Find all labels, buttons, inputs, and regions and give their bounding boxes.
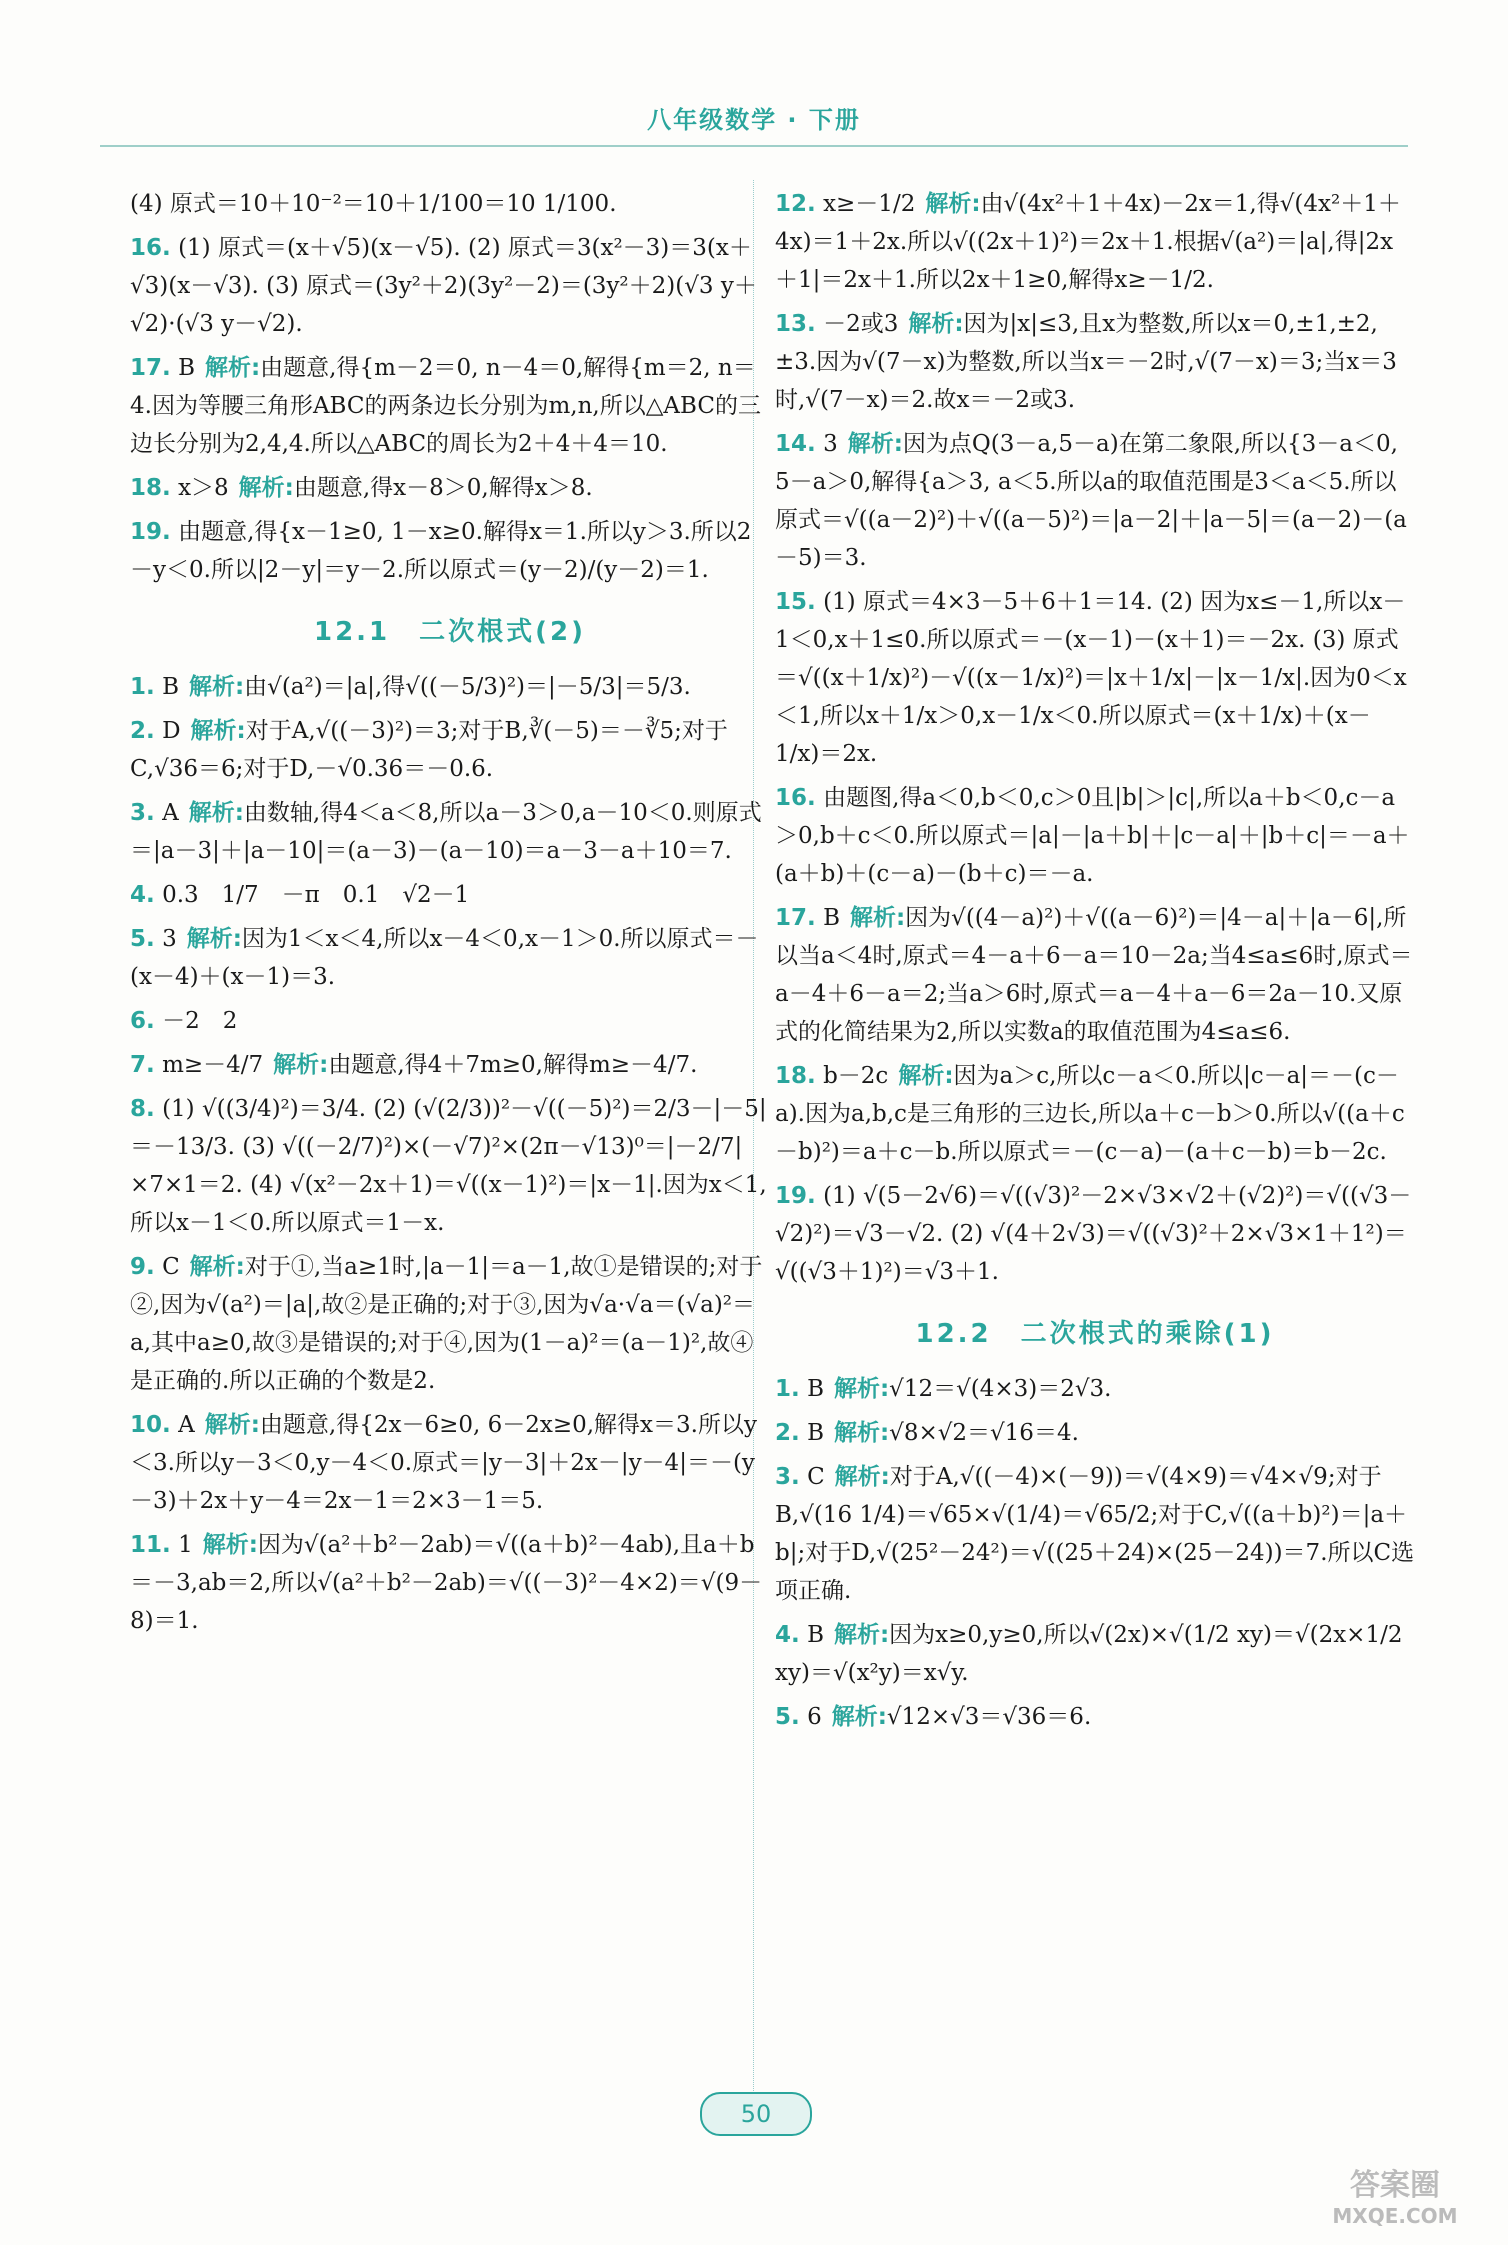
answer-item: 12. x≥－1/2 解析:由√(4x²＋1＋4x)－2x＝1,得√(4x²＋1＋4x)＝1＋2x.所以√((2x＋1)²)＝2x＋1.根据√(a²)＝|a|,得|2x＋1|＝2x＋1.所以2x＋1≥0,解得x≥－1/2. bbox=[775, 191, 1401, 293]
answer-item: 16. 由题图,得a＜0,b＜0,c＞0且|b|＞|c|,所以a＋b＜0,c－a＞0,b＋c＜0.所以原式＝|a|－|a＋b|＋|c－a|＋|b＋c|＝－a＋(a＋b)＋(c－a)－(b＋c)＝－a. bbox=[775, 785, 1410, 887]
answer-item: 13. －2或3 解析:因为|x|≤3,且x为整数,所以x＝0,±1,±2,±3.因为√(7－x)为整数,所以当x＝－2时,√(7－x)＝3;当x＝3时,√(7－x)＝2.故x＝－2或3. bbox=[775, 311, 1397, 413]
answer-item: 5. 3 解析:因为1＜x＜4,所以x－4＜0,x－1＞0.所以原式＝－(x－4)＋(x－1)＝3. bbox=[130, 926, 759, 990]
answer-item: 17. B 解析:因为√((4－a)²)＋√((a－6)²)＝|4－a|＋|a－6|,所以当a＜4时,原式＝4－a＋6－a＝10－2a;当4≤a≤6时,原式＝a－4＋6－a＝2;当a＞6时,原式＝a－4＋a－6＝2a－10.又原式的化简结果为2,所以实数a的取值范围为4≤a≤6. bbox=[775, 905, 1413, 1045]
answer-item: 3. C 解析:对于A,√((－4)×(－9))＝√(4×9)＝√4×√9;对于B,√(16 1/4)＝√65×√(1/4)＝√65/2;对于C,√((a＋b)²)＝|a＋b|;对于D,√(25²－24²)＝√((25＋24)×(25－24))＝7.所以C选项正确. bbox=[775, 1464, 1415, 1604]
answer-item: 15. (1) 原式＝4×3－5＋6＋1＝14. (2) 因为x≤－1,所以x－1＜0,x＋1≤0.所以原式＝－(x－1)－(x＋1)＝－2x. (3) 原式＝√((x＋1/x)²)－√((x－1/x)²)＝|x＋1/x|－|x－1/x|.因为0＜x＜1,所以x＋1/x＞0,x－1/x＜0.所以原式＝(x＋1/x)＋(x－1/x)＝2x. bbox=[775, 589, 1407, 767]
answer-item: 9. C 解析:对于①,当a≥1时,|a－1|＝a－1,故①是错误的;对于②,因为√(a²)＝|a|,故②是正确的;对于③,因为√a·√a＝(√a)²＝a,其中a≥0,故③是错误的;对于④,因为(1－a)²＝(a－1)²,故④是正确的.所以正确的个数是2. bbox=[130, 1254, 763, 1394]
answer-item: 10. A 解析:由题意,得{2x－6≥0, 6－2x≥0,解得x＝3.所以y＜3.所以y－3＜0,y－4＜0.原式＝|y－3|＋2x－|y－4|＝－(y－3)＋2x＋y－4＝2x－1＝2×3－1＝5. bbox=[130, 1412, 757, 1514]
answer-item: 11. 1 解析:因为√(a²＋b²－2ab)＝√((a＋b)²－4ab),且a＋b＝－3,ab＝2,所以√(a²＋b²－2ab)＝√((－3)²－4×2)＝√(9－8)＝1. bbox=[130, 1532, 763, 1634]
watermark-logo: 答案圈 MXQE.COM bbox=[1332, 2168, 1458, 2228]
section-title: 12.1 二次根式(2) bbox=[313, 617, 586, 647]
answer-item: 5. 6 解析:√12×√3＝√36＝6. bbox=[775, 1704, 1092, 1730]
right-column bbox=[775, 185, 1415, 1742]
answer-item: 19. (1) √(5－2√6)＝√((√3)²－2×√3×√2＋(√2)²)＝√((√3－√2)²)＝√3－√2. (2) √(4＋2√3)＝√((√3)²＋2×√3×1＋1²)＝√((√3＋1)²)＝√3＋1. bbox=[775, 1183, 1412, 1285]
answer-item: 1. B 解析:由√(a²)＝|a|,得√((－5/3)²)＝|－5/3|＝5/3. bbox=[130, 674, 691, 700]
answer-item: 8. (1) √((3/4)²)＝3/4. (2) (√(2/3))²－√((－5)²)＝2/3－|－5|＝－13/3. (3) √((－2/7)²)×(－√7)²×(2π－√13)⁰＝|－2/7|×7×1＝2. (4) √(x²－2x＋1)＝√((x－1)²)＝|x－1|.因为x＜1,所以x－1＜0.所以原式＝1－x. bbox=[130, 1096, 767, 1236]
answer-item: 16. (1) 原式＝(x＋√5)(x－√5). (2) 原式＝3(x²－3)＝3(x＋√3)(x－√3). (3) 原式＝(3y²＋2)(3y²－2)＝(3y²＋2)(√3 y＋√2)·(√3 y－√2). bbox=[130, 235, 757, 337]
answer-item: 6. －2 2 bbox=[130, 1008, 238, 1034]
answer-item: 4. B 解析:因为x≥0,y≥0,所以√(2x)×√(1/2 xy)＝√(2x×1/2 xy)＝√(x²y)＝x√y. bbox=[775, 1622, 1403, 1686]
answer-item: 1. B 解析:√12＝√(4×3)＝2√3. bbox=[775, 1376, 1112, 1402]
answer-item: 2. D 解析:对于A,√((－3)²)＝3;对于B,∛(－5)＝－∛5;对于C,√36＝6;对于D,－√0.36＝－0.6. bbox=[130, 718, 728, 782]
answer-item: 3. A 解析:由数轴,得4＜a＜8,所以a－3＞0,a－10＜0.则原式＝|a－3|＋|a－10|＝(a－3)－(a－10)＝a－3－a＋10＝7. bbox=[130, 800, 762, 864]
answer-item: 2. B 解析:√8×√2＝√16＝4. bbox=[775, 1420, 1079, 1446]
section-title: 12.2 二次根式的乘除(1) bbox=[915, 1319, 1275, 1349]
left-column bbox=[130, 185, 770, 1646]
page-number: 50 bbox=[700, 2092, 812, 2136]
page-header-title: 八年级数学 · 下册 bbox=[647, 106, 861, 134]
answer-item: 19. 由题意,得{x－1≥0, 1－x≥0.解得x＝1.所以y＞3.所以2－y＜0.所以|2－y|＝y－2.所以原式＝(y－2)/(y－2)＝1. bbox=[130, 519, 752, 583]
answer-item: 17. B 解析:由题意,得{m－2＝0, n－4＝0,解得{m＝2, n＝4.因为等腰三角形ABC的两条边长分别为m,n,所以△ABC的三边长分别为2,4,4.所以△ABC的周长为2＋4＋4＝10. bbox=[130, 355, 761, 457]
answer-item: 18. b－2c 解析:因为a＞c,所以c－a＜0.所以|c－a|＝－(c－a).因为a,b,c是三角形的三边长,所以a＋c－b＞0.所以√((a＋c－b)²)＝a＋c－b.所以原式＝－(c－a)－(a＋c－b)＝b－2c. bbox=[775, 1063, 1405, 1165]
answer-item: 4. 0.3 1/7 －π 0.1 √2－1 bbox=[130, 882, 470, 908]
answer-item: (4) 原式＝10＋10⁻²＝10＋1/100＝10 1/100. bbox=[130, 191, 617, 217]
header-divider bbox=[100, 145, 1408, 147]
answer-item: 18. x＞8 解析:由题意,得x－8＞0,解得x＞8. bbox=[130, 475, 593, 501]
answer-item: 7. m≥－4/7 解析:由题意,得4＋7m≥0,解得m≥－4/7. bbox=[130, 1052, 698, 1078]
answer-item: 14. 3 解析:因为点Q(3－a,5－a)在第二象限,所以{3－a＜0, 5－a＞0,解得{a＞3, a＜5.所以a的取值范围是3＜a＜5.所以原式＝√((a－2)²)＋√((a－5)²)＝|a－2|＋|a－5|＝(a－2)－(a－5)＝3. bbox=[775, 431, 1407, 571]
